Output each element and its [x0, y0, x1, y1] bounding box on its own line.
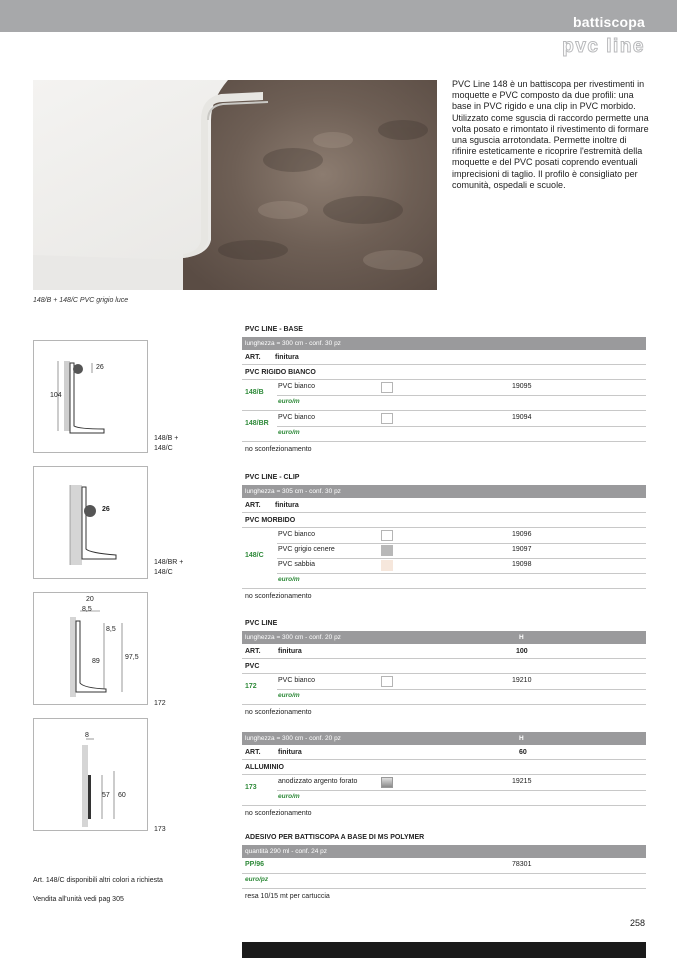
- table-header: ART. finitura 100: [242, 644, 646, 659]
- table-row: 172 PVC bianco 19210 euro/m: [242, 674, 646, 705]
- table-group: PVC: [242, 659, 646, 674]
- table-spec: lunghezza = 300 cm - conf. 20 pz H: [242, 631, 646, 644]
- table-pvc-line-172: [242, 616, 646, 720]
- dim-label: 89: [92, 658, 100, 665]
- diagram-label: 148/B + 148/C: [154, 435, 179, 452]
- table-note: resa 10/15 mt per cartuccia: [245, 893, 330, 900]
- dim-label: 104: [50, 392, 62, 399]
- color-swatch: [381, 560, 393, 571]
- footer-bar: [242, 942, 646, 958]
- diagram-label: 173: [154, 826, 166, 833]
- unit-sale-note: Vendita all'unità vedi pag 305: [33, 896, 124, 903]
- table-note: no sconfezionamento: [245, 446, 312, 453]
- dim-label: 26: [96, 364, 104, 371]
- table-row: PP/96 78301 euro/pz: [242, 858, 646, 889]
- color-swatch: [381, 413, 393, 424]
- profile-diagram-173: [33, 718, 148, 831]
- color-swatch: [381, 777, 393, 788]
- table-note: no sconfezionamento: [245, 709, 312, 716]
- dim-label: 57: [102, 792, 110, 799]
- dim-label: 8,5: [82, 606, 92, 613]
- photo-caption: 148/B + 148/C PVC grigio luce: [33, 297, 129, 304]
- table-pvc-line-clip: [242, 470, 646, 604]
- table-header: ART. finitura: [242, 350, 646, 365]
- header-bar: [0, 0, 677, 32]
- table-group: ALLUMINIO: [242, 760, 646, 775]
- dim-label: 8,5: [106, 626, 116, 633]
- category-title: battiscopa: [572, 14, 645, 30]
- table-note: no sconfezionamento: [245, 810, 312, 817]
- color-swatch: [381, 530, 393, 541]
- dim-label: 60: [118, 792, 126, 799]
- table-row: 148/BR PVC bianco 19094 euro/m: [242, 411, 646, 442]
- profile-diagram-148br: [33, 466, 148, 579]
- table-title: ADESIVO PER BATTISCOPA A BASE DI MS POLYMER: [245, 834, 425, 841]
- table-row: 148/C PVC bianco 19096 PVC grigio cenere 19097 PVC sabbia 19098 euro/m: [242, 528, 646, 589]
- table-spec: lunghezza = 300 cm - conf. 20 pz H: [242, 732, 646, 745]
- profile-diagram-172: [33, 592, 148, 705]
- table-alluminio-173: [242, 732, 646, 821]
- product-line-title: pvc line: [562, 36, 645, 57]
- product-photo: [33, 80, 437, 290]
- color-swatch: [381, 382, 393, 393]
- diagram-label: 148/BR + 148/C: [154, 559, 184, 576]
- product-description: PVC Line 148 è un battiscopa per rivestimenti in moquette e PVC composto da due profili: una base in PVC rigido e una clip in PVC morbido. Utilizzato come sguscia di raccordo permette una volta posato e rimontato il rivestimento di formare una sguscia arrotondata. Permette inoltre di rifinire esteticamente e ricoprire l'estremità della moquette e del PVC posati coprendo eventuali imprecisioni di taglio. Il profilo è consigliato per comunità, ospedali e scuole.: [452, 79, 649, 190]
- table-spec: quantità 290 ml - conf. 24 pz: [242, 845, 646, 858]
- dim-label: 20: [86, 596, 94, 603]
- table-adesivo: [242, 830, 646, 904]
- table-spec: lunghezza = 305 cm - conf. 30 pz: [242, 485, 646, 498]
- profile-diagram-148b: [33, 340, 148, 453]
- availability-note: Art. 148/C disponibili altri colori a richiesta: [33, 877, 163, 884]
- table-note: no sconfezionamento: [245, 593, 312, 600]
- table-title: PVC LINE - BASE: [245, 326, 303, 333]
- dim-label: 97,5: [125, 654, 139, 661]
- table-pvc-line-base: [242, 322, 646, 457]
- table-group: PVC RIGIDO BIANCO: [242, 365, 646, 380]
- diagram-label: 172: [154, 700, 166, 707]
- page-number: 258: [629, 918, 645, 928]
- table-row: 173 anodizzato argento forato 19215 euro/m: [242, 775, 646, 806]
- color-swatch: [381, 676, 393, 687]
- table-header: ART. finitura 60: [242, 745, 646, 760]
- dim-label: 26: [102, 506, 110, 513]
- table-title: PVC LINE: [245, 620, 278, 627]
- dim-label: 8: [85, 732, 89, 739]
- table-spec: lunghezza = 300 cm - conf. 30 pz: [242, 337, 646, 350]
- table-row: 148/B PVC bianco 19095 euro/m: [242, 380, 646, 411]
- table-header: ART. finitura: [242, 498, 646, 513]
- color-swatch: [381, 545, 393, 556]
- table-group: PVC MORBIDO: [242, 513, 646, 528]
- table-title: PVC LINE - CLIP: [245, 474, 300, 481]
